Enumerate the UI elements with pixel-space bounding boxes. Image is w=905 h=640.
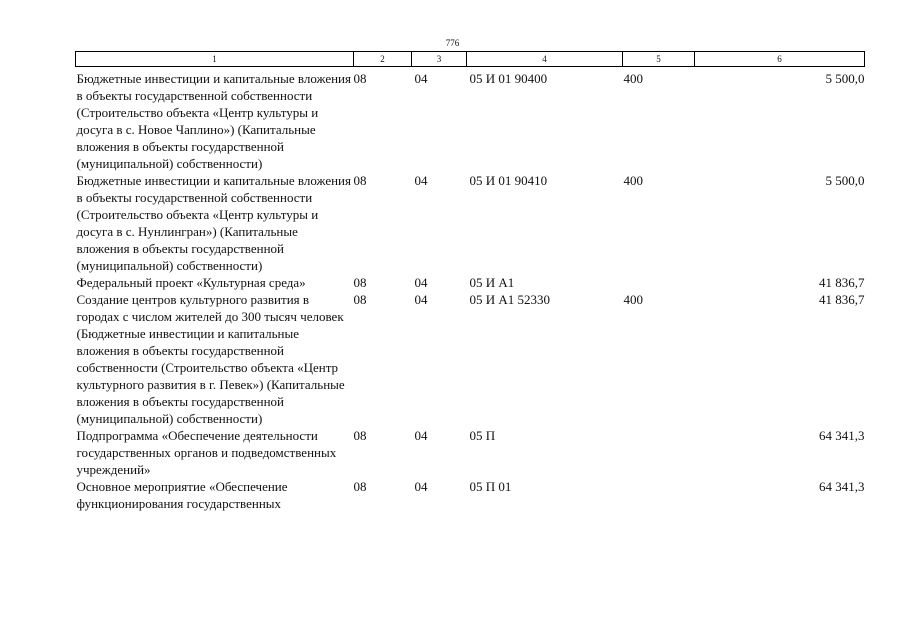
row-expense-type: 400 [623,71,643,86]
row-name: Бюджетные инвестиции и капитальные вложения в объекты государственной собственности (Строительство объекта «Центр культуры и досуга в с. Нунлингран») (Капитальные вложения в объекты государственной (муниципальной) собственности) [76,173,351,273]
table-row [76,478,865,512]
row-target-code: 05 И А1 52330 [469,292,551,307]
row-target-code: 05 И 01 90400 [469,71,548,86]
table-row [76,427,865,478]
column-header-6: 6 [695,52,865,67]
row-name: Основное мероприятие «Обеспечение функционирования государственных [76,479,288,511]
row-target-code: 05 И 01 90410 [469,173,548,188]
row-expense-type [623,427,695,478]
page-number: 776 [445,38,460,48]
row-amount: 5 500,0 [825,173,865,188]
row-subsection: 04 [414,292,428,307]
table-row [76,67,865,173]
row-target-code: 05 П [469,428,496,443]
row-name: Создание центров культурного развития в городах с числом жителей до 300 тысяч человек (Бюджетные инвестиции и капитальные вложения в объекты государственной собственности (Строительство объекта «Центр культурного развития в г. Певек») (Капитальные вложения в объекты государственной (муниципальной) собственности) [76,292,345,426]
row-subsection: 04 [414,479,428,494]
row-subsection: 04 [414,173,428,188]
row-expense-type [623,478,695,512]
row-target-code: 05 И А1 [469,275,515,290]
row-target-code: 05 П 01 [469,479,512,494]
column-header-5: 5 [623,52,695,67]
row-amount: 41 836,7 [819,275,865,290]
row-amount: 5 500,0 [825,71,865,86]
row-expense-type: 400 [623,173,643,188]
row-subsection: 04 [414,71,428,86]
row-subsection: 04 [414,428,428,443]
row-section: 08 [353,275,367,290]
row-section: 08 [353,173,367,188]
row-name: Подпрограмма «Обеспечение деятельности государственных органов и подведомственных учреждений» [76,428,337,477]
column-header-1: 1 [76,52,354,67]
table-row [76,274,865,291]
row-section: 08 [353,71,367,86]
row-section: 08 [353,428,367,443]
row-subsection: 04 [414,275,428,290]
budget-table [75,51,865,512]
table-row [76,172,865,274]
column-header-3: 3 [412,52,467,67]
row-amount: 64 341,3 [819,428,865,443]
row-expense-type: 400 [623,292,643,307]
column-header-2: 2 [354,52,412,67]
column-header-4: 4 [467,52,623,67]
row-amount: 41 836,7 [819,292,865,307]
row-name: Федеральный проект «Культурная среда» [76,275,306,290]
row-expense-type [623,274,695,291]
table-header-row [76,52,865,67]
row-name: Бюджетные инвестиции и капитальные вложения в объекты государственной собственности (Строительство объекта «Центр культуры и досуга в с. Новое Чаплино») (Капитальные вложения в объекты государственной (муниципальной) собственности) [76,71,351,171]
row-section: 08 [353,292,367,307]
row-amount: 64 341,3 [819,479,865,494]
row-section: 08 [353,479,367,494]
table-row [76,291,865,427]
